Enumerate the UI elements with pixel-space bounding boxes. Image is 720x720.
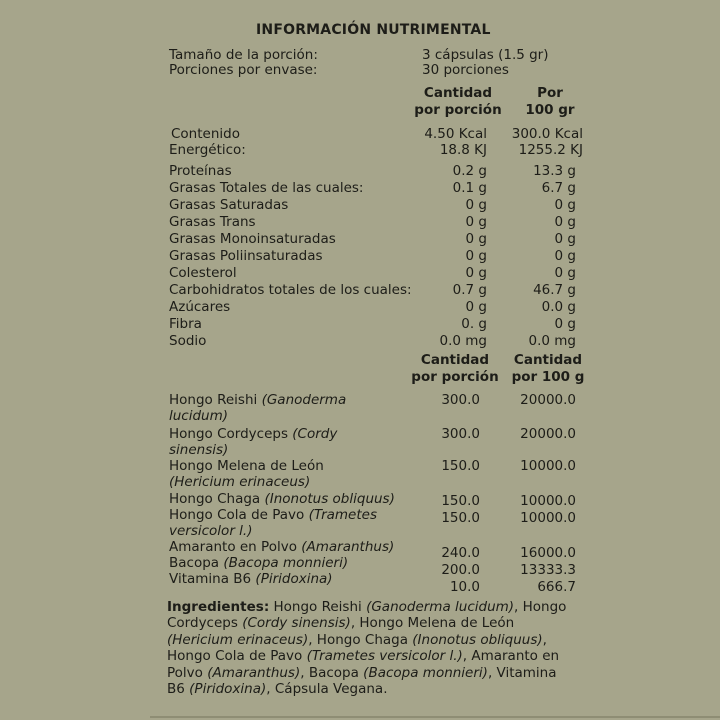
nutrient-serving-value: 0 g [465,231,487,247]
active-chaga-serving: 150.0 [441,493,480,509]
active-amaranto-per100: 16000.0 [520,545,576,561]
active-bacopa-label: Bacopa (Bacopa monnieri) [169,555,349,571]
active-amaranto-serving: 240.0 [441,545,480,561]
header2-per100-col: Cantidad por 100 g [511,352,585,385]
active-cordyceps-per100: 20000.0 [520,426,576,442]
nutrient-serving-value: 0 g [465,197,487,213]
active-melena-label-2: (Hericium erinaceus) [169,474,311,490]
nutrient-label: Proteínas [169,163,232,179]
active-reishi-label-2: lucidum) [169,408,229,424]
nutrient-serving-value: 0 g [465,299,487,315]
energy-kj-serving: 18.8 KJ [439,142,487,158]
header-serving-col: Cantidad por porción [414,85,502,118]
nutrient-per100-value: 0 g [554,214,576,230]
energy-kj-100: 1255.2 KJ [518,142,583,158]
nutrient-label: Grasas Monoinsaturadas [169,231,336,247]
active-b6-label: Vitamina B6 (Piridoxina) [169,571,333,587]
active-reishi-serving: 300.0 [441,392,480,408]
active-reishi-per100: 20000.0 [520,392,576,408]
panel-title: INFORMACIÓN NUTRIMENTAL [256,22,491,38]
active-melena-label: Hongo Melena de León [169,458,324,474]
nutrient-serving-value: 0.7 g [452,282,487,298]
nutrient-serving-value: 0. g [461,316,487,332]
active-reishi-label: Hongo Reishi (Ganoderma [169,392,347,408]
energy-label-1: Contenido [171,126,240,142]
nutrient-per100-value: 0 g [554,231,576,247]
nutrient-per100-value: 0 g [554,248,576,264]
active-melena-serving: 150.0 [441,458,480,474]
nutrient-serving-value: 0 g [465,214,487,230]
active-cola-per100: 10000.0 [520,510,576,526]
nutrient-label: Grasas Totales de las cuales: [169,180,364,196]
header-per100-col: Por 100 gr [525,85,575,118]
nutrient-serving-value: 0 g [465,265,487,281]
nutrient-label: Grasas Poliinsaturadas [169,248,323,264]
nutrient-label: Grasas Saturadas [169,197,289,213]
header2-serving-col: Cantidad por porción [411,352,499,385]
nutrient-serving-value: 0.1 g [452,180,487,196]
nutrient-label: Grasas Trans [169,214,256,230]
nutrient-per100-value: 0 g [554,265,576,281]
nutrient-per100-value: 0.0 mg [528,333,576,349]
nutrient-per100-value: 0.0 g [541,299,576,315]
nutrient-serving-value: 0.0 mg [439,333,487,349]
nutrient-per100-value: 0 g [554,316,576,332]
active-cola-label-2: versicolor l.) [169,523,253,539]
nutrient-label: Colesterol [169,265,237,281]
active-bacopa-serving: 200.0 [441,562,480,578]
active-cordyceps-label: Hongo Cordyceps (Cordy [169,426,338,442]
active-amaranto-label: Amaranto en Polvo (Amaranthus) [169,539,395,555]
nutrient-label: Fibra [169,316,202,332]
ingredients-paragraph: Ingredientes: Hongo Reishi (Ganoderma lucidum), Hongo Cordyceps (Cordy sinensis), Hongo Melena de León (Hericium erinaceus), Hongo Chaga (Inonotus obliquus), Hongo Cola de Pavo (Trametes versicolor l.), Amaranto en Polvo (Amaranthus), Bacopa (Bacopa monnieri), Vitamina B6 (Piridoxina), Cápsula Vegana. [167,599,567,698]
bottom-divider [150,716,720,718]
serving-size-value: 3 cápsulas (1.5 gr) [422,47,549,63]
nutrient-per100-value: 13.3 g [533,163,576,179]
nutrient-label: Sodio [169,333,207,349]
nutrient-per100-value: 0 g [554,197,576,213]
serving-size-label: Tamaño de la porción: [169,47,318,63]
active-cordyceps-serving: 300.0 [441,426,480,442]
nutrient-label: Azúcares [169,299,231,315]
active-cola-label: Hongo Cola de Pavo (Trametes [169,507,377,523]
energy-label-2: Energético: [169,142,246,158]
servings-per-container-label: Porciones por envase: [169,62,318,78]
active-cordyceps-label-2: sinensis) [169,442,229,458]
active-b6-serving: 10.0 [449,579,480,595]
active-bacopa-per100: 13333.3 [520,562,576,578]
nutrient-label: Carbohidratos totales de los cuales: [169,282,412,298]
active-chaga-per100: 10000.0 [520,493,576,509]
nutrient-serving-value: 0 g [465,248,487,264]
nutrient-serving-value: 0.2 g [452,163,487,179]
active-melena-per100: 10000.0 [520,458,576,474]
active-b6-per100: 666.7 [537,579,576,595]
active-chaga-label: Hongo Chaga (Inonotus obliquus) [169,491,395,507]
active-cola-serving: 150.0 [441,510,480,526]
energy-kcal-100: 300.0 Kcal [511,126,583,142]
servings-per-container-value: 30 porciones [422,62,509,78]
energy-kcal-serving: 4.50 Kcal [424,126,487,142]
nutrient-per100-value: 46.7 g [533,282,576,298]
nutrient-per100-value: 6.7 g [541,180,576,196]
